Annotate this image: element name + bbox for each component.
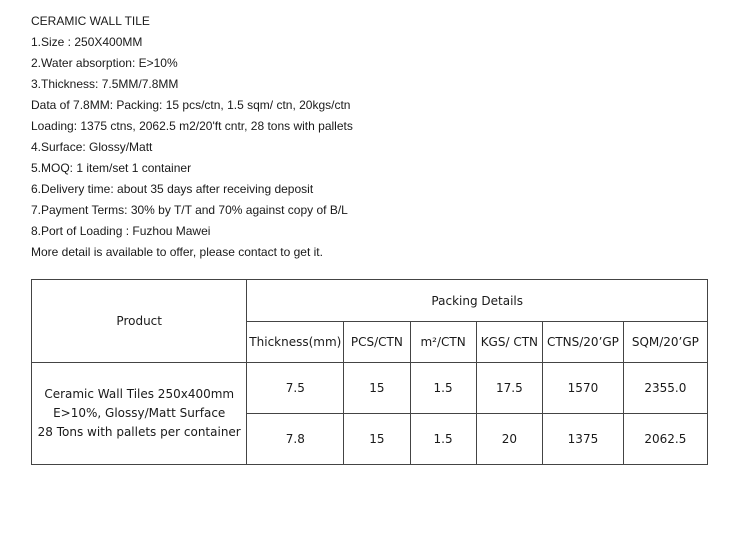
- spec-packing-data: Data of 7.8MM: Packing: 15 pcs/ctn, 1.5 sqm/ ctn, 20kgs/ctn: [31, 98, 351, 112]
- packing-details-header: Packing Details: [247, 280, 708, 322]
- cell-sqm-20gp: 2355.0: [623, 363, 707, 414]
- spec-surface: 4.Surface: Glossy/Matt: [31, 140, 153, 154]
- cell-ctns-20gp: 1375: [543, 414, 624, 465]
- column-header-ctns-20gp: CTNS/20’GP: [543, 322, 624, 363]
- product-description-line: 28 Tons with pallets per container: [37, 425, 241, 439]
- cell-m2-ctn: 1.5: [410, 363, 476, 414]
- spec-loading: Loading: 1375 ctns, 2062.5 m2/20'ft cntr, 28 tons with pallets: [31, 119, 353, 133]
- table-header-row: [32, 280, 708, 322]
- column-header-pcs-ctn: PCS/CTN: [344, 322, 410, 363]
- product-description: [32, 363, 247, 465]
- cell-thickness: 7.8: [247, 414, 344, 465]
- table-row: [32, 363, 708, 414]
- spec-thickness: 3.Thickness: 7.5MM/7.8MM: [31, 77, 179, 91]
- spec-list: [31, 11, 353, 263]
- cell-m2-ctn: 1.5: [410, 414, 476, 465]
- spec-water-absorption: 2.Water absorption: E>10%: [31, 56, 178, 70]
- spec-delivery-time: 6.Delivery time: about 35 days after receiving deposit: [31, 182, 314, 196]
- spec-moq: 5.MOQ: 1 item/set 1 container: [31, 161, 192, 175]
- cell-pcs-ctn: 15: [344, 363, 410, 414]
- spec-title: CERAMIC WALL TILE: [31, 14, 150, 28]
- spec-payment-terms: 7.Payment Terms: 30% by T/T and 70% against copy of B/L: [31, 203, 348, 217]
- cell-ctns-20gp: 1570: [543, 363, 624, 414]
- column-header-kgs-ctn: KGS/ CTN: [476, 322, 543, 363]
- packing-table: [31, 279, 708, 465]
- product-description-line: E>10%, Glossy/Matt Surface: [53, 406, 226, 420]
- column-header-m2-ctn: m²/CTN: [410, 322, 476, 363]
- product-description-line: Ceramic Wall Tiles 250x400mm: [44, 387, 235, 401]
- column-header-thickness: Thickness(mm): [247, 322, 344, 363]
- cell-pcs-ctn: 15: [344, 414, 410, 465]
- spec-port-of-loading: 8.Port of Loading : Fuzhou Mawei: [31, 224, 211, 238]
- cell-kgs-ctn: 17.5: [476, 363, 543, 414]
- spec-contact-note: More detail is available to offer, please contact to get it.: [31, 245, 323, 259]
- cell-thickness: 7.5: [247, 363, 344, 414]
- spec-size: 1.Size : 250X400MM: [31, 35, 143, 49]
- cell-sqm-20gp: 2062.5: [623, 414, 707, 465]
- product-header: Product: [32, 280, 247, 363]
- column-header-sqm-20gp: SQM/20’GP: [623, 322, 707, 363]
- cell-kgs-ctn: 20: [476, 414, 543, 465]
